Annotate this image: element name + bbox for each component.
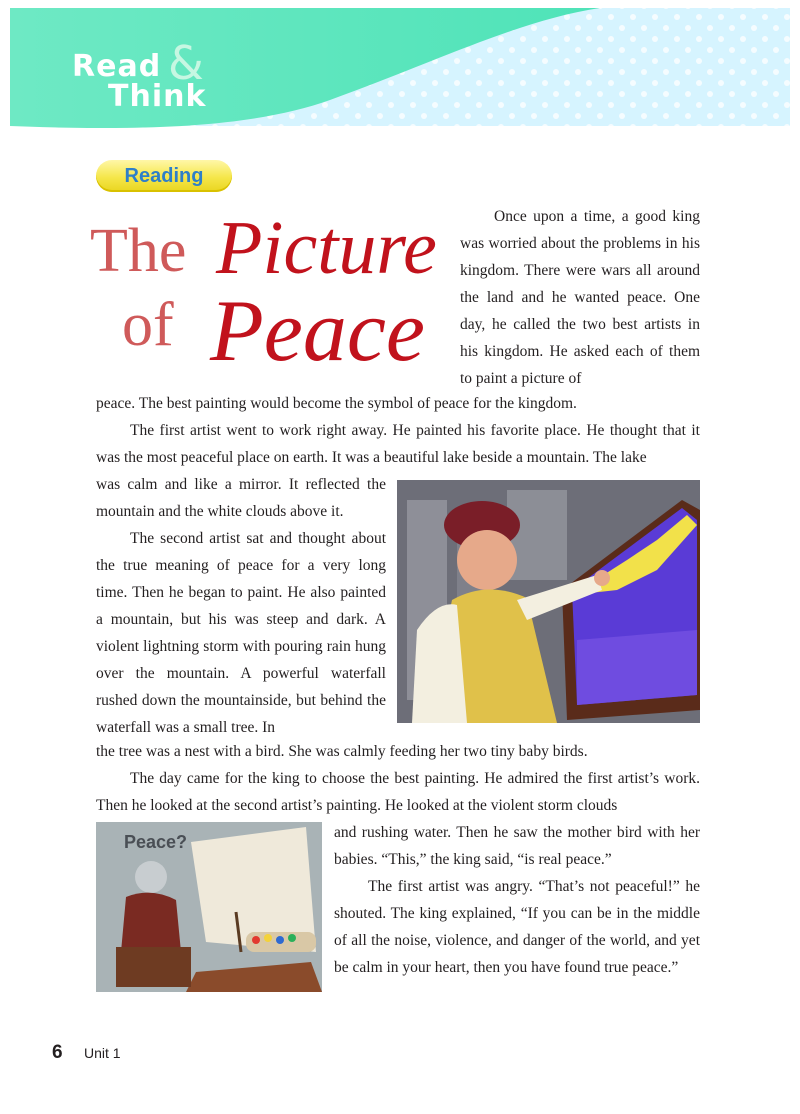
title-word-picture: Picture bbox=[216, 206, 437, 290]
artist-easel-illustration bbox=[96, 822, 322, 992]
title-word-the: The bbox=[90, 217, 187, 285]
paragraph-5: The first artist was angry. “That’s not peaceful!” he shouted. The king explained, “If you can be in the middle of all the noise, violence, and danger of the world, and yet be calm in your heart, then you have found true peace.” bbox=[334, 878, 700, 976]
story-title bbox=[88, 206, 448, 380]
paragraph-1-right: Once upon a time, a good king was worried about the problems in his kingdom. There were wars all around the land and he wanted peace. One day, he called the two best artists in his kingdom. He asked each of them to paint a picture of bbox=[460, 208, 700, 387]
page-number: 6 bbox=[52, 1042, 63, 1063]
title-word-of: of bbox=[122, 291, 174, 359]
paragraph-2: The first artist went to work right away. He painted his favorite place. He thought that it was the most peaceful place on earth. It was a beautiful lake beside a mountain. The lake bbox=[96, 422, 700, 466]
paragraph-4: The day came for the king to choose the best painting. He admired the first artist’s work. Then he looked at the second artist’s painting. He looked at the violent storm clouds bbox=[96, 770, 700, 814]
header-ampersand: & bbox=[168, 36, 204, 90]
header-word-think: Think bbox=[108, 79, 207, 114]
king-painting-illustration bbox=[397, 480, 700, 723]
paragraph-3: The second artist sat and thought about the true meaning of peace for a very long time. Then he began to paint. He also painted a mountain, but his was steep and dark. A violent lightning storm with pouring rain hung over the mountain. A powerful waterfall rushed down the mountainside, but behind the waterfall was a small tree. In bbox=[96, 530, 386, 736]
paragraph-1-continued: peace. The best painting would become the symbol of peace for the kingdom. bbox=[96, 395, 577, 412]
header-word-read: Read bbox=[72, 49, 162, 84]
artist-illustration-caption: Peace? bbox=[124, 832, 188, 852]
section-label-reading: Reading bbox=[96, 160, 232, 192]
paragraph-4-continued: and rushing water. Then he saw the mother bird with her babies. “This,” the king said, “is real peace.” bbox=[334, 824, 700, 868]
unit-label: Unit 1 bbox=[84, 1045, 121, 1061]
paragraph-3-continued: the tree was a nest with a bird. She was calmly feeding her two tiny baby birds. bbox=[96, 743, 588, 760]
title-word-peace: Peace bbox=[210, 283, 425, 380]
paragraph-2-continued: was calm and like a mirror. It reflected the mountain and the white clouds above it. bbox=[96, 476, 386, 520]
